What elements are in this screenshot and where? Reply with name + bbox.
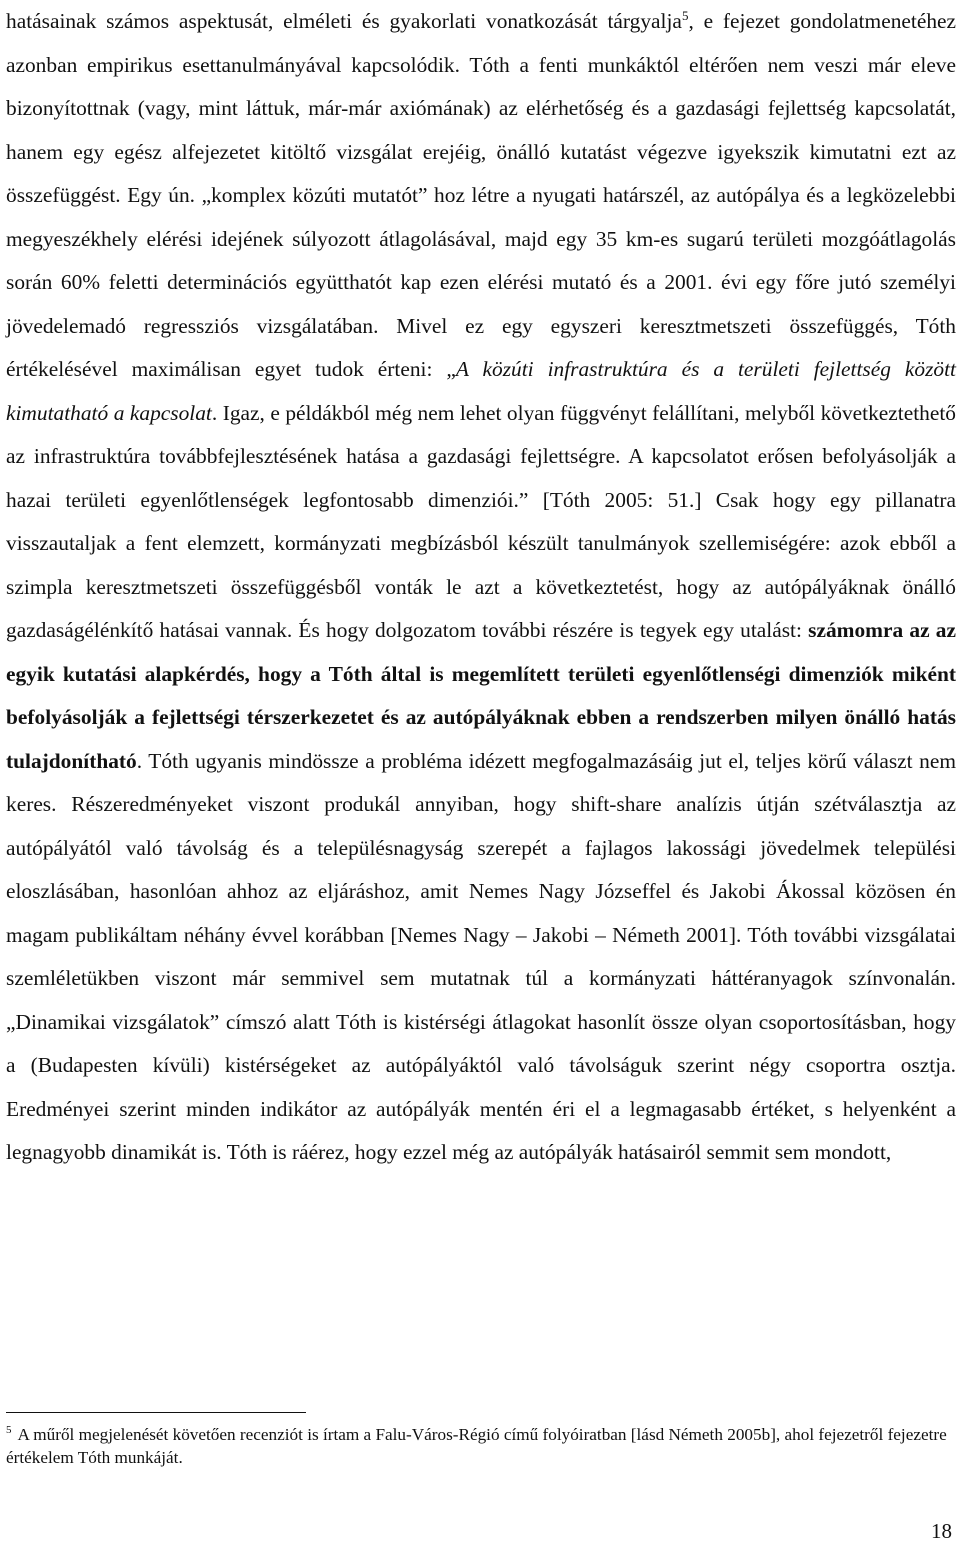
- footnote-number: 5: [6, 1424, 12, 1437]
- footnote-separator: [6, 1412, 306, 1413]
- body-paragraph: [6, 0, 956, 1175]
- body-text-part-1: hatásainak számos aspektusát, elméleti és gyakorlati vonatkozását tárgyalja: [6, 9, 682, 33]
- bold-research-question: számomra az az egyik kutatási alapkérdés, hogy a Tóth által is megemlített területi egyenlőtlenségi dimenziók miként befolyásolják a fejlettségi térszerkezetet és az autópályáknak ebben a rendszerben milyen önálló hatás tulajdonítható: [6, 618, 956, 773]
- footnote-reference[interactable]: 5: [681, 7, 689, 23]
- footnote-text: A műről megjelenését követően recenziót is írtam a Falu-Város-Régió című folyóiratban [lásd Németh 2005b], ahol fejezetről fejezetre értékelem Tóth munkáját.: [6, 1425, 947, 1467]
- body-text-part-4: . Tóth ugyanis mindössze a probléma idézett megfogalmazásáig jut el, teljes körű választ nem keres. Részeredményeket viszont produkál annyiban, hogy shift-share analízis útján szétválasztja az autópályától való távolság és a településnagyság szerepét a fajlagos lakossági jövedelmek települési eloszlásában, hasonlóan ahhoz az eljáráshoz, amit Nemes Nagy Józseffel és Jakobi Ákossal közösen én magam publikáltam néhány évvel korábban [Nemes Nagy – Jakobi – Németh 2001]. Tóth további vizsgálatai szemléletükben viszont már semmivel sem mutatnak túl a kormányzati háttéranyagok színvonalán. „Dinamikai vizsgálatok” címszó alatt Tóth is kistérségi átlagokat hasonlít össze olyan csoportosításban, hogy a (Budapesten kívüli) kistérségeket az autópályáktól való távolságuk szerint négy csoportra osztja. Eredményei szerint minden indikátor az autópályák mentén éri el a legmagasabb értéket, s helyenként a legnagyobb dinamikát is. Tóth is ráérez, hogy ezzel még az autópályák hatásairól semmit sem mondott,: [6, 748, 956, 1164]
- italic-quote: A közúti infrastruktúra és a területi fejlettség között kimutatható a kapcsolat: [6, 357, 956, 425]
- body-text-part-2: , e fejezet gondolatmenetéhez azonban empirikus esettanulmányával kapcsolódik. Tóth a fenti munkáktól eltérően nem veszi már eleve bizonyítottnak (vagy, mint láttuk, már-már axiómának) az elérhetőség és a gazdasági fejlettség kapcsolatát, hanem egy egész alfejezetet kitöltő vizsgálat erejéig, önálló kutatást végezve igyekszik kimutatni ezt az összefüggést. Egy ún. „komplex közúti mutatót” hoz létre a nyugati határszél, az autópálya és a legközelebbi megyeszékhely elérési idejének súlyozott átlagolásával, majd egy 35 km-es sugarú területi mozgóátlagolás során 60% feletti determinációs együtthatót kap ezen elérési mutató és a 2001. évi egy főre jutó személyi jövedelemadó regressziós vizsgálatában. Mivel ez egy egyszeri keresztmetszeti összefüggés, Tóth értékelésével maximálisan egyet tudok érteni: „: [6, 9, 957, 381]
- page-number: 18: [931, 1519, 952, 1543]
- body-text-part-3: . Igaz, e példákból még nem lehet olyan függvényt felállítani, melyből következtethető az infrastruktúra továbbfejlesztésének hatása a gazdasági fejlettségre. A kapcsolatot erősen befolyásolják a hazai területi egyenlőtlenségek legfontosabb dimenziói.” [Tóth 2005: 51.] Csak hogy egy pillanatra visszautaljak a fent elemzett, kormányzati megbízásból készült tanulmányok szellemiségére: azok ebből a szimpla keresztmetszeti összefüggésből vonták le azt a következtetést, hogy az autópályáknak önálló gazdaságélénkítő hatásai vannak. És hogy dolgozatom további részére is tegyek egy utalást:: [6, 400, 957, 642]
- footnote: [6, 1423, 956, 1469]
